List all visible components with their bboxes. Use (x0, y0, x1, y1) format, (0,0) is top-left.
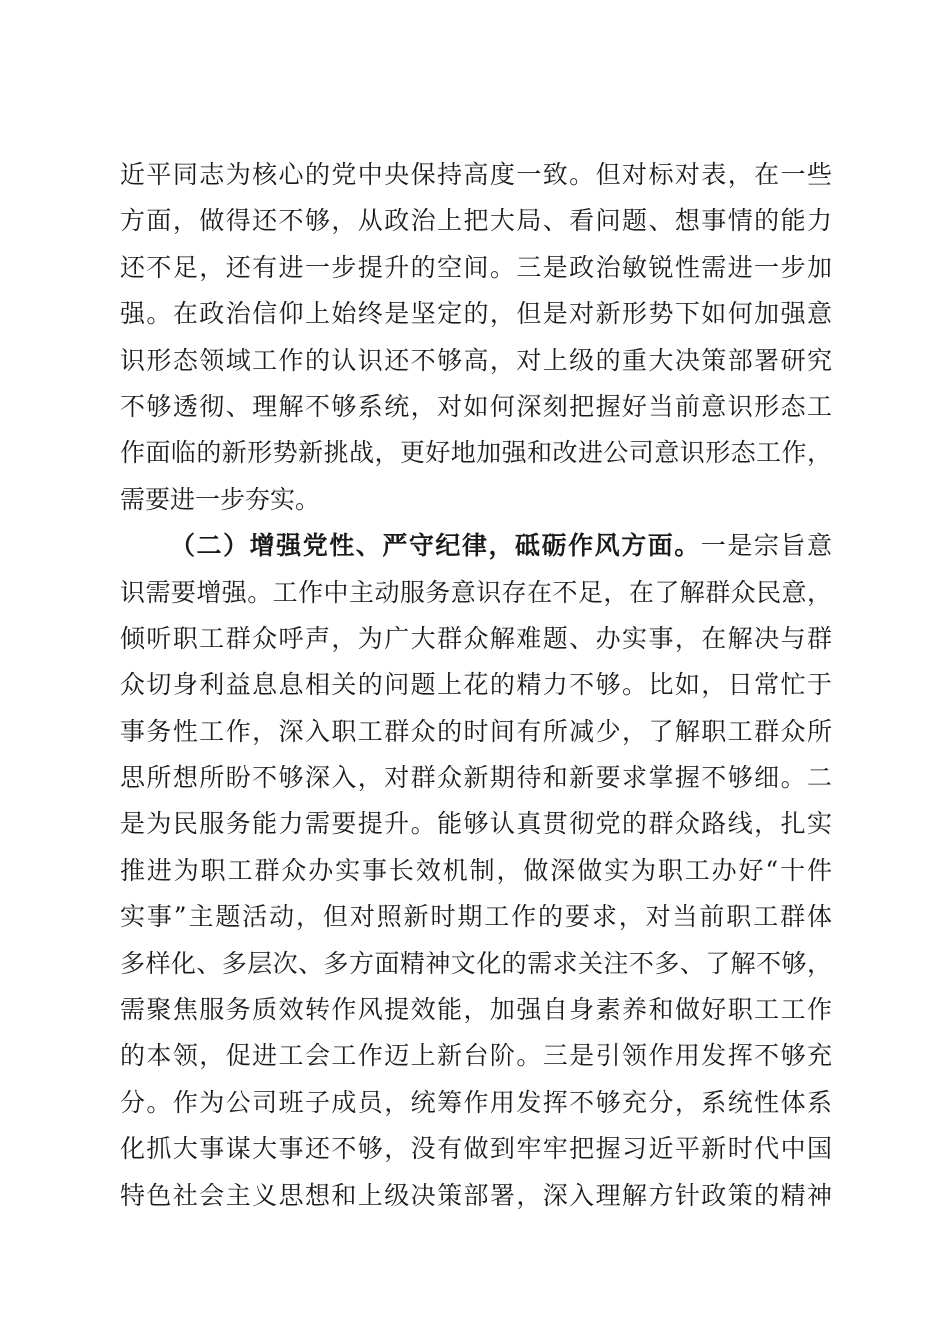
text-line: 分。作为公司班子成员，统筹作用发挥不够充分，系统性体系 (120, 1087, 832, 1117)
text-line: 化抓大事谋大事还不够，没有做到牢牢把握习近平新时代中国 (120, 1134, 832, 1164)
text-line: 特色社会主义思想和上级决策部署，深入理解方针政策的精神 (120, 1180, 832, 1210)
text-line: 事务性工作，深入职工群众的时间有所减少，了解职工群众所 (120, 716, 832, 746)
text-line: 还不足，还有进一步提升的空间。三是政治敏锐性需进一步加 (120, 252, 832, 282)
heading-line-text: 一是宗旨意 (700, 531, 832, 561)
text-line: 是为民服务能力需要提升。能够认真贯彻党的群众路线，扎实 (120, 809, 832, 839)
text-line: 众切身利益息息相关的问题上花的精力不够。比如，日常忙于 (120, 670, 832, 700)
text-line: 的本领，促进工会工作迈上新台阶。三是引领作用发挥不够充 (120, 1041, 832, 1071)
text-line: 推进为职工群众办实事长效机制，做深做实为职工办好“十件 (120, 855, 832, 885)
text-line: 识需要增强。工作中主动服务意识存在不足，在了解群众民意， (120, 577, 832, 607)
text-line: 强。在政治信仰上始终是坚定的，但是对新形势下如何加强意 (120, 299, 832, 329)
text-line: 实事”主题活动，但对照新时期工作的要求，对当前职工群体 (120, 902, 832, 932)
text-line: 近平同志为核心的党中央保持高度一致。但对标对表，在一些 (120, 160, 832, 189)
paragraph-1 (120, 152, 832, 523)
text-line: 识形态领域工作的认识还不够高，对上级的重大决策部署研究 (120, 345, 832, 375)
text-line: 思所想所盼不够深入，对群众新期待和新要求掌握不够细。二 (120, 763, 832, 793)
text-line: 不够透彻、理解不够系统，对如何深刻把握好当前意识形态工 (120, 391, 832, 421)
text-line: 需聚焦服务质效转作风提效能，加强自身素养和做好职工工作 (120, 995, 832, 1025)
text-line: 多样化、多层次、多方面精神文化的需求关注不多、了解不够， (120, 948, 832, 978)
paragraph-2 (120, 523, 832, 1219)
text-line: 需要进一步夯实。 (120, 484, 321, 514)
text-line: 倾听职工群众呼声，为广大群众解难题、办实事，在解决与群 (120, 623, 832, 653)
section-heading: （二）增强党性、严守纪律，砥砺作风方面。 (170, 531, 701, 561)
section-heading-line (120, 523, 832, 569)
text-line: 作面临的新形势新挑战，更好地加强和改进公司意识形态工作， (120, 438, 832, 468)
text-line: 方面，做得还不够，从政治上把大局、看问题、想事情的能力 (120, 206, 832, 236)
body-text (120, 152, 832, 1219)
